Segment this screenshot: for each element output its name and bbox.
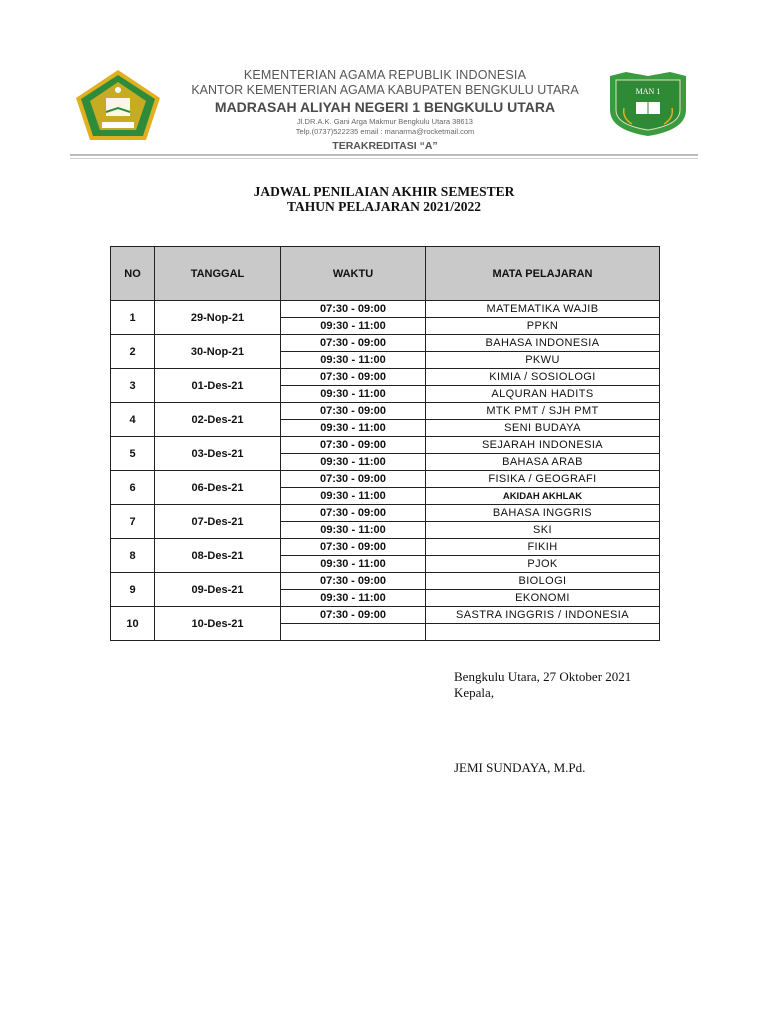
row-number: 6: [111, 471, 155, 505]
title-line-1: JADWAL PENILAIAN AKHIR SEMESTER: [253, 184, 515, 199]
row-number: 4: [111, 403, 155, 437]
table-row: [111, 505, 660, 522]
row-number: 9: [111, 573, 155, 607]
session-time: 09:30 - 11:00: [281, 352, 426, 369]
header-time: WAKTU: [281, 247, 426, 301]
man1-logo: [606, 70, 690, 138]
table-row: [111, 369, 660, 386]
signature-name: JEMI SUNDAYA, M.Pd.: [454, 760, 586, 775]
header-rule-thin: [70, 158, 698, 159]
table-row: [111, 437, 660, 454]
subject: BAHASA INGGRIS: [426, 505, 660, 522]
session-time: 09:30 - 11:00: [281, 386, 426, 403]
session-time: 09:30 - 11:00: [281, 556, 426, 573]
subject: AKIDAH AKHLAK: [426, 488, 660, 505]
signature-position: Kepala,: [454, 685, 495, 700]
subject: BAHASA ARAB: [426, 454, 660, 471]
document-title: [110, 184, 658, 214]
header-subject: MATA PELAJARAN: [426, 247, 660, 301]
session-time: 07:30 - 09:00: [281, 369, 426, 386]
office-name: KANTOR KEMENTERIAN AGAMA KABUPATEN BENGKULU UTARA: [191, 83, 579, 97]
kemenag-logo: [72, 68, 164, 142]
session-time: 07:30 - 09:00: [281, 471, 426, 488]
exam-date: 08-Des-21: [155, 539, 281, 573]
subject: SASTRA INGGRIS / INDONESIA: [426, 607, 660, 624]
session-time: 07:30 - 09:00: [281, 505, 426, 522]
subject: BAHASA INDONESIA: [426, 335, 660, 352]
subject: PPKN: [426, 318, 660, 335]
subject: MTK PMT / SJH PMT: [426, 403, 660, 420]
header-rule: [70, 154, 698, 156]
subject: SENI BUDAYA: [426, 420, 660, 437]
row-number: 2: [111, 335, 155, 369]
subject: PKWU: [426, 352, 660, 369]
session-time: 07:30 - 09:00: [281, 539, 426, 556]
exam-date: 02-Des-21: [155, 403, 281, 437]
row-number: 10: [111, 607, 155, 641]
session-time: 07:30 - 09:00: [281, 573, 426, 590]
row-number: 3: [111, 369, 155, 403]
subject: FISIKA / GEOGRAFI: [426, 471, 660, 488]
subject: BIOLOGI: [426, 573, 660, 590]
signature-place-date: Bengkulu Utara, 27 Oktober 2021: [454, 669, 632, 684]
man1-logo-text: MAN 1: [635, 87, 661, 96]
subject: FIKIH: [426, 539, 660, 556]
school-contact: Telp.(0737)522235 email : manarma@rocketmail.com: [295, 127, 475, 136]
table-row: [111, 335, 660, 352]
session-time: 09:30 - 11:00: [281, 318, 426, 335]
table-row: [111, 539, 660, 556]
subject: EKONOMI: [426, 590, 660, 607]
table-row: [111, 471, 660, 488]
session-time: 07:30 - 09:00: [281, 301, 426, 318]
subject: SKI: [426, 522, 660, 539]
header-no: NO: [111, 247, 155, 301]
session-time: 09:30 - 11:00: [281, 590, 426, 607]
exam-date: 09-Des-21: [155, 573, 281, 607]
session-time: 09:30 - 11:00: [281, 420, 426, 437]
subject: SEJARAH INDONESIA: [426, 437, 660, 454]
title-line-2: TAHUN PELAJARAN 2021/2022: [286, 199, 481, 214]
header-date: TANGGAL: [155, 247, 281, 301]
exam-date: 30-Nop-21: [155, 335, 281, 369]
letterhead: [170, 68, 600, 155]
table-row: [111, 403, 660, 420]
school-name: MADRASAH ALIYAH NEGERI 1 BENGKULU UTARA: [214, 99, 556, 115]
school-address: Jl.DR.A.K. Gani Arga Makmur Bengkulu Utara 38613: [297, 117, 473, 126]
subject: PJOK: [426, 556, 660, 573]
table-row: [111, 607, 660, 624]
subject: KIMIA / SOSIOLOGI: [426, 369, 660, 386]
subject: ALQURAN HADITS: [426, 386, 660, 403]
exam-date: 03-Des-21: [155, 437, 281, 471]
exam-date: 06-Des-21: [155, 471, 281, 505]
exam-date: 10-Des-21: [155, 607, 281, 641]
subject: MATEMATIKA WAJIB: [426, 301, 660, 318]
row-number: 1: [111, 301, 155, 335]
row-number: 7: [111, 505, 155, 539]
table-row: [111, 573, 660, 590]
subject: [426, 624, 660, 641]
session-time: 07:30 - 09:00: [281, 403, 426, 420]
exam-date: 29-Nop-21: [155, 301, 281, 335]
accreditation: TERAKREDITASI “A”: [332, 140, 438, 152]
exam-date: 07-Des-21: [155, 505, 281, 539]
table-header-row: [111, 247, 660, 301]
session-time: 09:30 - 11:00: [281, 522, 426, 539]
table-body: [111, 301, 660, 641]
session-time: 07:30 - 09:00: [281, 607, 426, 624]
session-time: 07:30 - 09:00: [281, 335, 426, 352]
session-time: [281, 624, 426, 641]
row-number: 8: [111, 539, 155, 573]
session-time: 07:30 - 09:00: [281, 437, 426, 454]
session-time: 09:30 - 11:00: [281, 488, 426, 505]
table-row: [111, 301, 660, 318]
exam-date: 01-Des-21: [155, 369, 281, 403]
session-time: 09:30 - 11:00: [281, 454, 426, 471]
exam-schedule-table: [110, 246, 660, 641]
row-number: 5: [111, 437, 155, 471]
ministry-name: KEMENTERIAN AGAMA REPUBLIK INDONESIA: [243, 68, 527, 82]
